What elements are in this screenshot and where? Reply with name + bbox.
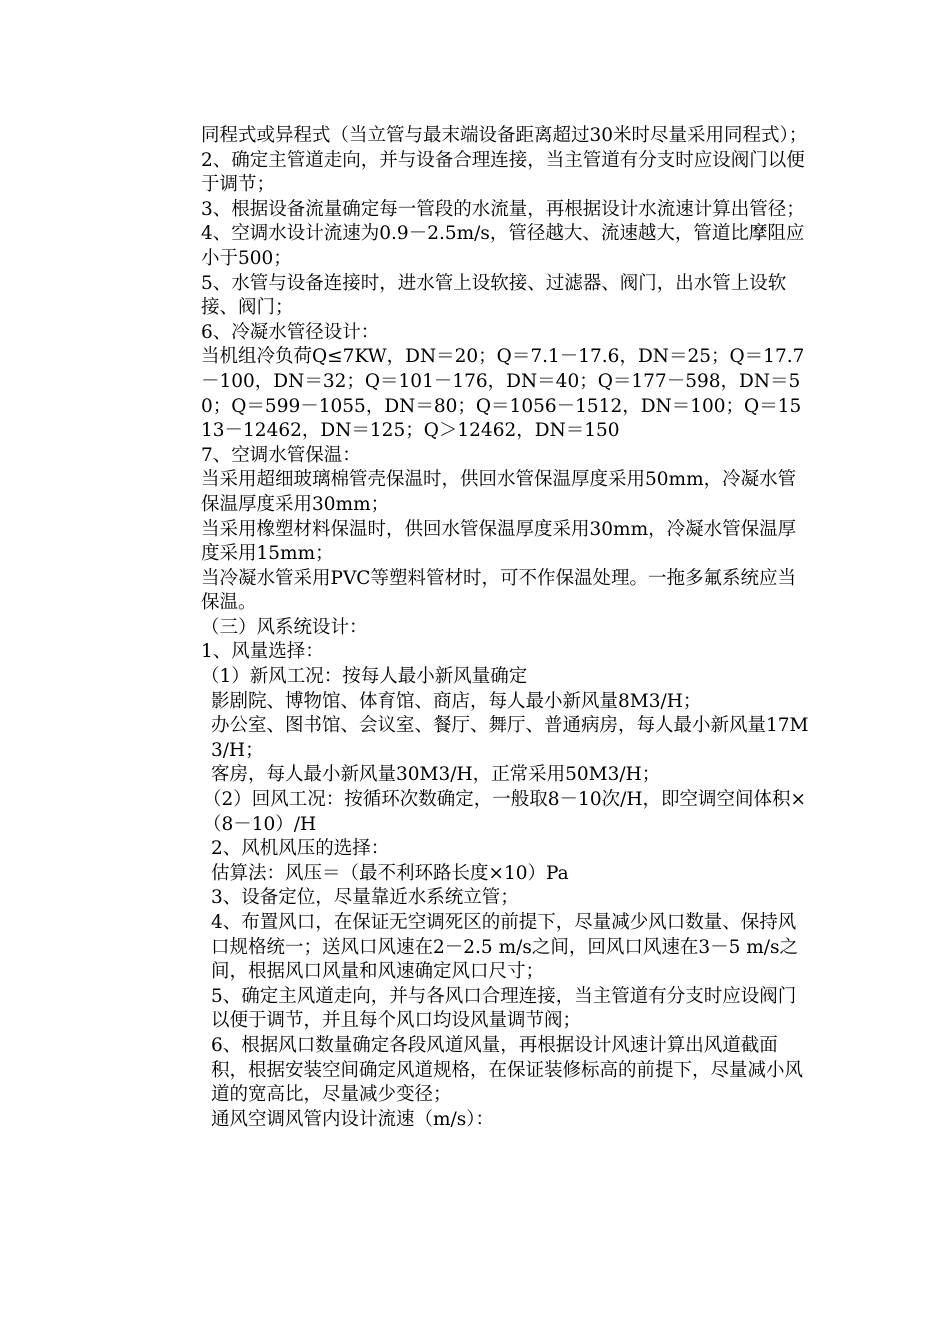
paragraph-duct-sizing: 6、根据风口数量确定各段风道风量，再根据设计风速计算出风道截面积，根据安装空间确定风道规格，在保证装修标高的前提下，尽量减小风道的宽高比，尽量减少变径； (211, 1034, 804, 1106)
paragraph-condensate-sizes: 当机组冷负荷Q≤7KW，DN＝20；Q＝7.1－17.6，DN＝25；Q＝17.7－100，DN＝32；Q＝101－176，DN＝40；Q＝177－598，DN＝50；Q＝599－1055，DN＝80；Q＝1056－1512，DN＝100；Q＝1513－12462，DN＝125；Q＞12462，DN＝150 (201, 346, 805, 442)
heading-pipe-insulation: 7、空调水管保温： (201, 444, 361, 466)
paragraph-estimation-method: 估算法：风压＝（最不利环路长度×10）Pa (211, 862, 569, 884)
document-body (201, 124, 813, 1132)
paragraph-equipment-connection: 5、水管与设备连接时，进水管上设软接、过滤器、阀门，出水管上设软接、阀门； (201, 272, 787, 319)
heading-air-system: （三）风系统设计： (201, 616, 368, 638)
paragraph-piping-system: 同程式或异程式（当立管与最末端设备距离超过30米时尽量采用同程式）； (201, 125, 808, 146)
paragraph-flow-velocity: 4、空调水设计流速为0.9－2.5m/s，管径越大、流速越大，管道比摩阻应小于500； (201, 223, 805, 269)
paragraph-main-pipe-route: 2、确定主管道走向，并与设备合理连接，当主管道有分支时应设阀门以便于调节； (201, 149, 805, 196)
paragraph-glass-wool-insulation: 当采用超细玻璃棉管壳保温时，供回水管保温厚度采用50mm，冷凝水管保温厚度采用30mm； (201, 469, 797, 515)
paragraph-main-duct-route: 5、确定主风道走向，并与各风口合理连接，当主管道有分支时应设阀门以便于调节，并且每个风口均设风量调节阀； (211, 985, 797, 1032)
paragraph-pipe-diameter: 3、根据设备流量确定每一管段的水流量，再根据设计水流速计算出管径； (201, 198, 805, 220)
paragraph-fresh-air: （1）新风工况：按每人最小新风量确定 (201, 666, 528, 688)
paragraph-duct-velocity-title: 通风空调风管内设计流速（m/s）： (211, 1108, 495, 1130)
heading-air-volume: 1、风量选择： (201, 641, 324, 663)
paragraph-fresh-air-theater: 影剧院、博物馆、体育馆、商店，每人最小新风量8M3/H； (211, 690, 702, 712)
paragraph-pvc-insulation: 当冷凝水管采用PVC等塑料管材时，可不作保温处理。一拖多氟系统应当保温。 (201, 567, 796, 614)
paragraph-return-air: （2）回风工况：按循环次数确定，一般取8－10次/H，即空调空间体积×（8－10）/H (203, 789, 806, 835)
paragraph-rubber-insulation: 当采用橡塑材料保温时，供回水管保温厚度采用30mm，冷凝水管保温厚度采用15mm； (201, 518, 797, 565)
paragraph-fresh-air-guest-room: 客房，每人最小新风量30M3/H，正常采用50M3/H； (211, 764, 661, 786)
paragraph-air-outlets: 4、布置风口，在保证无空调死区的前提下，尽量减少风口数量、保持风口规格统一；送风口风速在2－2.5 m/s之间，回风口风速在3－5 m/s之间，根据风口风量和风速确定风口尺寸； (211, 912, 799, 983)
paragraph-fresh-air-office: 办公室、图书馆、会议室、餐厅、舞厅、普通病房，每人最小新风量17M3/H； (211, 715, 809, 761)
heading-condensate-pipe: 6、冷凝水管径设计： (201, 321, 380, 343)
heading-fan-pressure: 2、风机风压的选择： (211, 838, 390, 860)
paragraph-equipment-location: 3、设备定位，尽量靠近水系统立管； (211, 887, 519, 909)
